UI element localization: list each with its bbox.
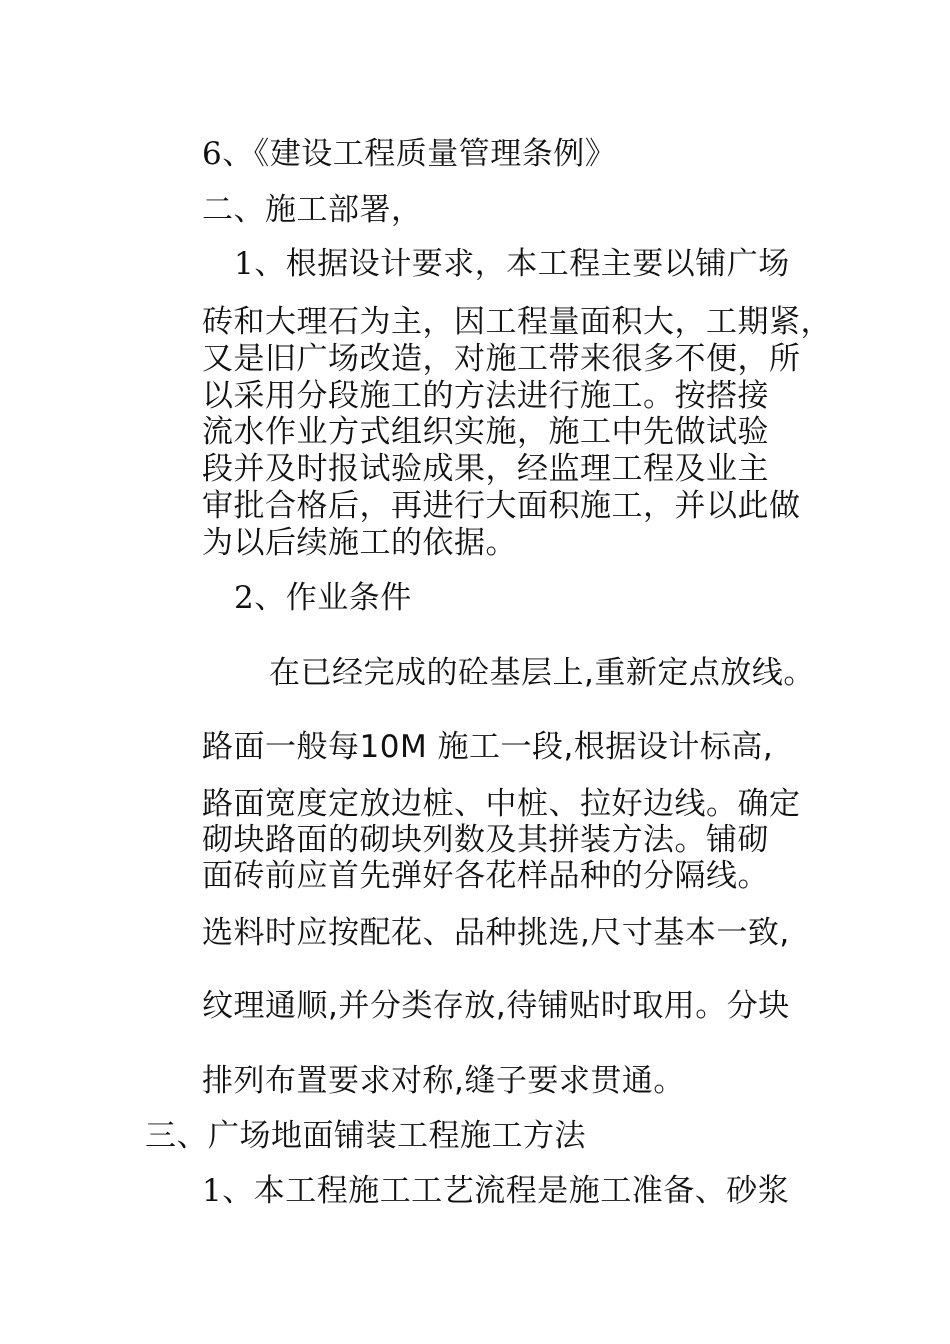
paragraph-2-line: 排列布置要求对称,缝子要求贯通。 [202, 1063, 685, 1099]
section-heading-deployment: 二、施工部署， [202, 192, 423, 228]
text-run: 施工一段,根据设计标高, [427, 729, 774, 765]
paragraph-1-line: 以采用分段施工的方法进行施工。按搭接 [202, 378, 769, 414]
paragraph-3-line: 1、本工程施工工艺流程是施工准备、砂浆 [202, 1173, 790, 1209]
paragraph-1-line: 砖和大理石为主，因工程量面积大，工期紧， [202, 304, 832, 340]
paragraph-2-line: 路面宽度定放边桩、中桩、拉好边线。确定 [202, 786, 801, 822]
paragraph-1-line: 又是旧广场改造，对施工带来很多不便，所 [202, 341, 801, 377]
section-heading-methods: 三、广场地面铺装工程施工方法 [145, 1118, 586, 1154]
text-run: 10M [359, 729, 428, 765]
paragraph-1-line: 段并及时报试验成果，经监理工程及业主 [202, 451, 769, 487]
paragraph-2-line: 选料时应按配花、品种挑选,尺寸基本一致, [202, 915, 790, 951]
paragraph-2-line: 在已经完成的砼基层上,重新定点放线。 [269, 655, 815, 691]
subsection-heading-conditions: 2、作业条件 [234, 580, 412, 616]
paragraph-2-line: 面砖前应首先弹好各花样品种的分隔线。 [202, 858, 769, 894]
paragraph-1-line: 1、根据设计要求，本工程主要以铺广场 [234, 246, 790, 282]
paragraph-1-line: 审批合格后，再进行大面积施工，并以此做 [202, 488, 801, 524]
text-run: 路面一般每 [202, 729, 360, 765]
paragraph-2-line: 砌块路面的砌块列数及其拼装方法。铺砌 [202, 822, 769, 858]
paragraph-1-line: 为以后续施工的依据。 [202, 525, 517, 561]
paragraph-1-line: 流水作业方式组织实施，施工中先做试验 [202, 414, 769, 450]
paragraph-2-line [202, 729, 773, 765]
list-item-regulation-6: 6、《建设工程质量管理条例》 [202, 136, 617, 172]
paragraph-2-line: 纹理通顺,并分类存放,待铺贴时取用。分块 [202, 988, 790, 1024]
